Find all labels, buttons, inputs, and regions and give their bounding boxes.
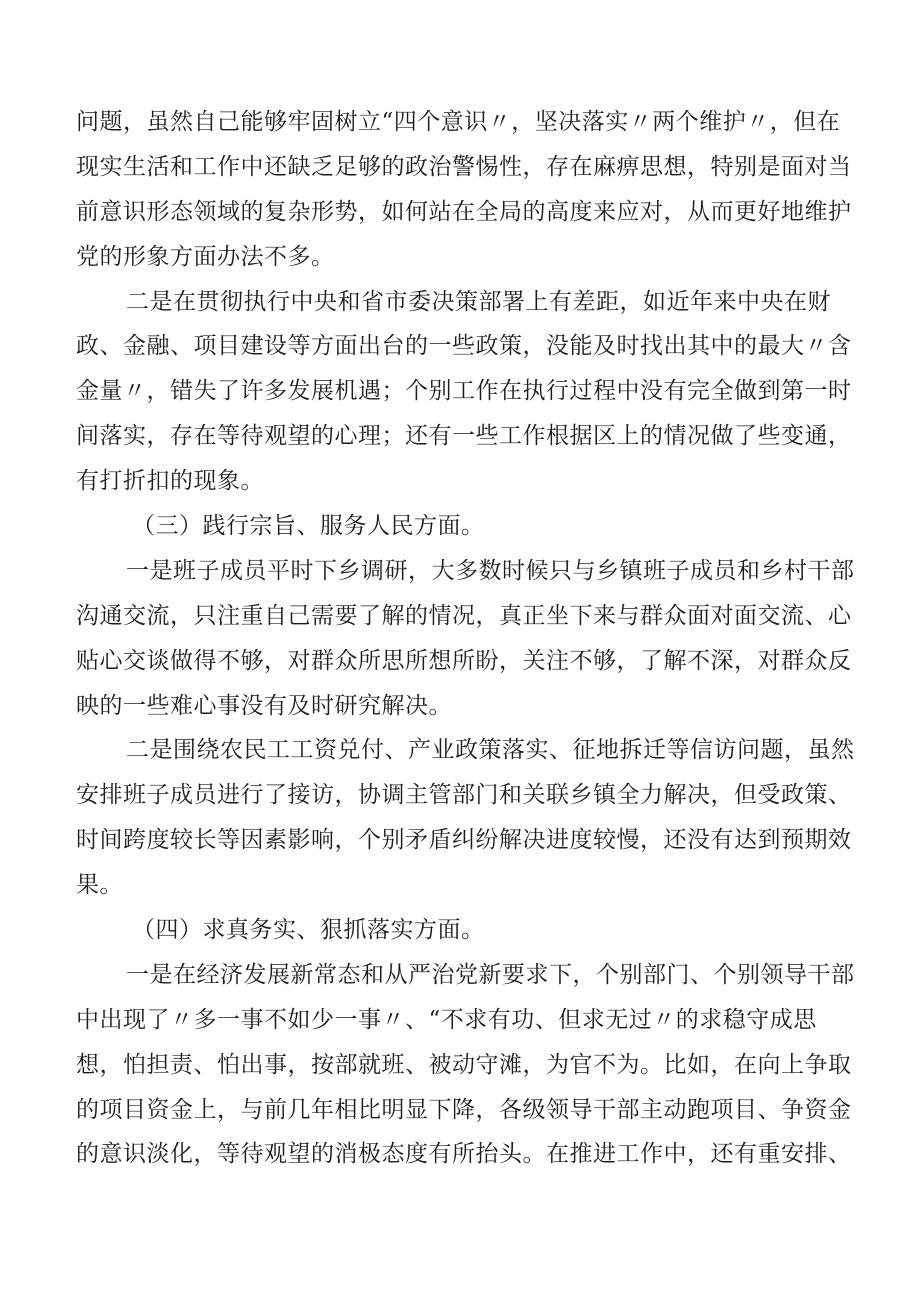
- text-line: 前意识形态领域的复杂形势，如何站在全局的高度来应对，从而更好地维护: [76, 198, 852, 225]
- text-line: 贴心交谈做得不够，对群众所思所想所盼，关注不够，了解不深，对群众反: [76, 647, 852, 674]
- text-line: 一是在经济发展新常态和从严治党新要求下，个别部门、个别领导干部: [126, 961, 855, 988]
- text-line: 的项目资金上，与前几年相比明显下降，各级领导干部主动跑项目、争资金: [76, 1096, 852, 1123]
- text-line: 安排班子成员进行了接访，协调主管部门和关联乡镇全力解决，但受政策、: [76, 782, 852, 809]
- text-line: 果。: [76, 872, 123, 899]
- section-heading: （三）践行宗旨、服务人民方面。: [132, 513, 485, 540]
- text-line: 问题，虽然自己能够牢固树立“四个意识〃，坚决落实〃两个维护〃，但在: [76, 109, 841, 135]
- text-line: 间落实，存在等待观望的心理；还有一些工作根据区上的情况做了些变通，: [76, 423, 852, 450]
- section-heading: （四）求真务实、狠抓落实方面。: [132, 917, 485, 944]
- text-line: 二是围绕农民工工资兑付、产业政策落实、征地拆迁等信访问题，虽然: [126, 737, 855, 764]
- text-line: 中出现了〃多一事不如少一事〃、“不求有功、但求无过〃的求稳守成思: [76, 1006, 817, 1033]
- text-line: 有打折扣的现象。: [76, 468, 264, 495]
- document-body: [76, 100, 855, 1177]
- text-line: 一是班子成员平时下乡调研，大多数时候只与乡镇班子成员和乡村干部: [126, 557, 855, 584]
- text-line: 映的一些难心事没有及时研究解决。: [76, 692, 452, 719]
- text-line: 党的形象方面办法不多。: [76, 243, 335, 270]
- text-line: 的意识淡化，等待观望的消极态度有所抬头。在推进工作中，还有重安排、: [76, 1141, 852, 1168]
- text-line: 金量〃，错失了许多发展机遇；个别工作在执行过程中没有完全做到第一时: [76, 378, 852, 405]
- text-line: 沟通交流，只注重自己需要了解的情况，真正坐下来与群众面对面交流、心: [76, 602, 852, 629]
- text-line: 想，怕担责、怕出事，按部就班、被动守滩，为官不为。比如，在向上争取: [76, 1051, 852, 1078]
- text-line: 二是在贯彻执行中央和省市委决策部署上有差距，如近年来中央在财: [126, 288, 831, 315]
- text-line: 现实生活和工作中还缺乏足够的政治警惕性，存在麻痹思想，特别是面对当: [76, 153, 852, 180]
- text-line: 时间跨度较长等因素影响，个别矛盾纠纷解决进度较慢，还没有达到预期效: [76, 827, 852, 854]
- text-line: 政、金融、项目建设等方面出台的一些政策，没能及时找出其中的最大〃含: [76, 333, 852, 360]
